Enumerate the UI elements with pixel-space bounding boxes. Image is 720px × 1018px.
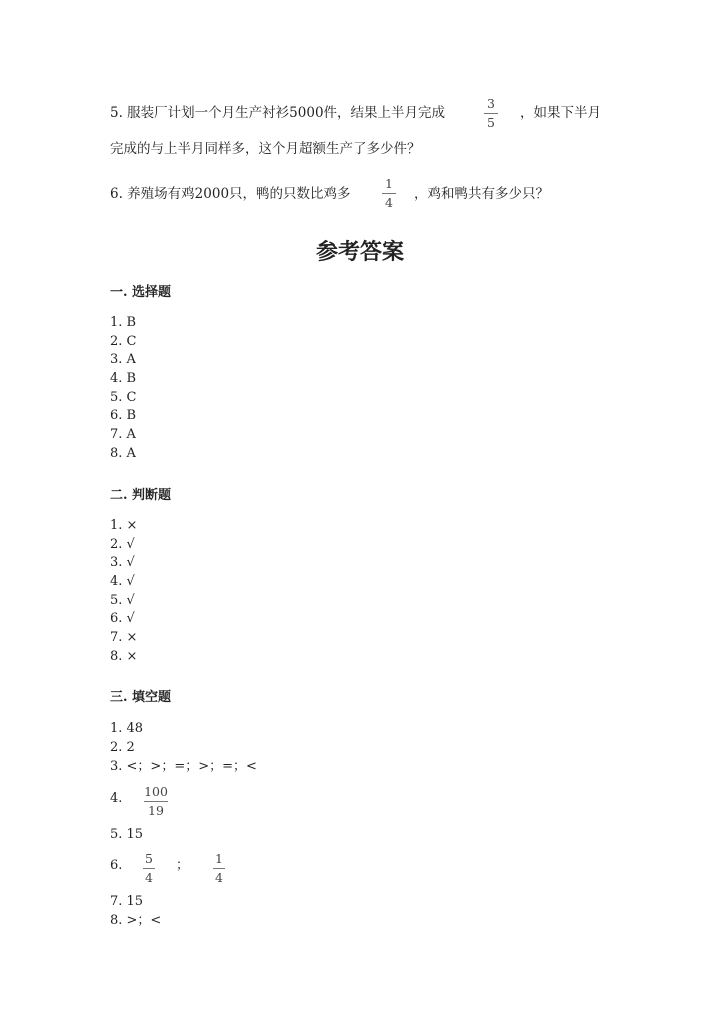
q5-fraction [484, 97, 498, 130]
list-item: 7. A [110, 427, 136, 443]
list-item: 4. B [110, 371, 137, 387]
fill-answer-1: 1. 48 [110, 721, 144, 736]
fill-answer-6-fraction-2 [213, 852, 225, 885]
fraction-numerator: 3 [487, 96, 495, 111]
list-item: 4. √ [110, 574, 135, 590]
fill-answer-6-label: 6. [110, 858, 123, 873]
list-item: 5. √ [110, 592, 135, 608]
list-item: 7. × [110, 630, 138, 646]
q6-fraction [382, 177, 396, 210]
fraction-denominator: 5 [487, 115, 495, 130]
judge-answer-list [110, 517, 137, 667]
list-item: 2. √ [110, 536, 135, 552]
list-item: 6. B [110, 408, 137, 424]
fill-answer-4-label: 4. [110, 791, 123, 806]
fraction-bar [382, 193, 396, 194]
list-item: 2. C [110, 333, 137, 349]
fill-answer-2: 2. 2 [110, 740, 135, 755]
fraction-numerator: 5 [145, 851, 153, 866]
list-item: 5. C [110, 389, 137, 405]
fill-answer-6-fraction-1 [143, 852, 155, 885]
fill-answer-3: 3. <；>；=；>；=；< [110, 759, 257, 774]
fraction-denominator: 4 [215, 870, 223, 885]
answer-title: 参考答案 [315, 239, 404, 265]
list-item: 3. A [110, 352, 136, 368]
q5-text-line2: 完成的与上半月同样多，这个月超额生产了多少件？ [110, 141, 421, 157]
list-item: 8. A [110, 445, 136, 461]
fraction-bar [143, 868, 155, 869]
q6-text-part1: 6. 养殖场有鸡2000只，鸭的只数比鸡多 [110, 186, 351, 202]
choice-answer-list [110, 314, 136, 464]
list-item: 3. √ [110, 555, 135, 571]
q6-text-part2: ，鸡和鸭共有多少只？ [414, 186, 549, 202]
fraction-denominator: 4 [145, 870, 153, 885]
list-item: 8. × [110, 648, 138, 664]
section-heading-fill: 三. 填空题 [110, 690, 172, 705]
list-item: 1. B [110, 315, 137, 330]
fraction-numerator: 100 [144, 784, 168, 799]
section-heading-choice: 一. 选择题 [110, 285, 172, 300]
fill-answer-4-fraction [144, 785, 168, 818]
list-item: 1. × [110, 518, 138, 533]
fill-answer-8: 8. >；< [110, 913, 162, 928]
fraction-numerator: 1 [215, 851, 223, 866]
fill-answer-6-separator: ； [176, 858, 190, 873]
fraction-denominator: 4 [385, 195, 393, 210]
fill-answer-7: 7. 15 [110, 894, 144, 909]
q5-text-part1: 5. 服装厂计划一个月生产衬衫5000件，结果上半月完成 [110, 105, 446, 121]
fraction-bar [144, 801, 168, 802]
list-item: 6. √ [110, 611, 135, 627]
fraction-bar [484, 113, 498, 114]
q5-text-part2: ，如果下半月 [520, 105, 601, 121]
fraction-bar [213, 868, 225, 869]
fraction-numerator: 1 [385, 176, 393, 191]
section-heading-judge: 二. 判断题 [110, 488, 172, 503]
fraction-denominator: 19 [148, 803, 164, 818]
fill-answer-5: 5. 15 [110, 827, 144, 842]
